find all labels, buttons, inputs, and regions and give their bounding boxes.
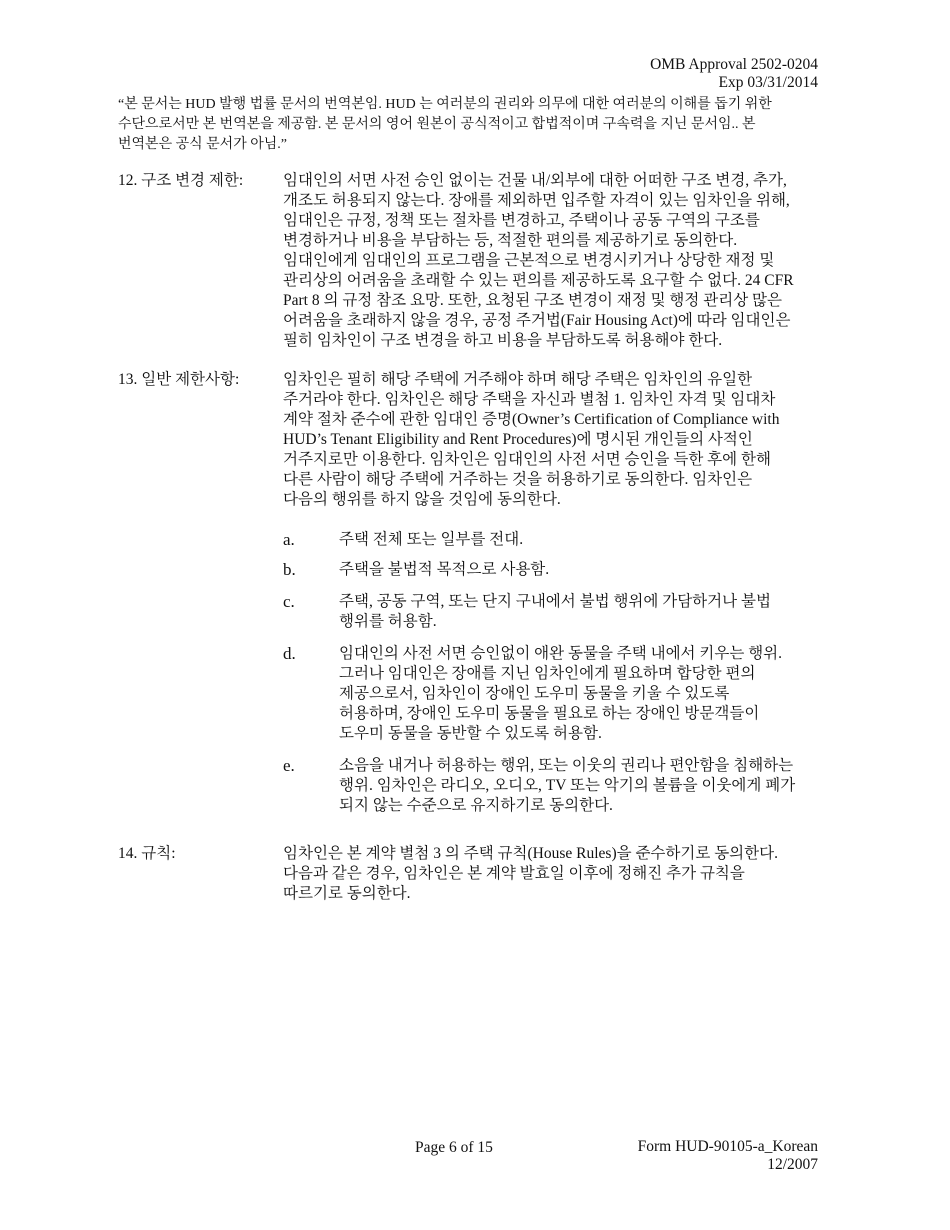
item-line: 되지 않는 수준으로 유지하기로 동의한다. — [339, 797, 613, 814]
item-line: 허용하며, 장애인 도우미 동물을 필요로 하는 장애인 방문객들이 — [339, 705, 760, 722]
page-number: Page 6 of 15 — [415, 1139, 493, 1156]
item-text — [339, 530, 839, 550]
item-line: 행위. 임차인은 라디오, 오디오, TV 또는 악기의 볼륨을 이웃에게 폐가 — [339, 777, 796, 794]
section-13-line: 임차인은 필히 해당 주택에 거주해야 하며 해당 주택은 임차인의 유일한 — [283, 371, 753, 388]
item-line: 행위를 허용함. — [339, 613, 437, 630]
section-13-body — [283, 370, 843, 510]
section-12-line: 관리상의 어려움을 초래할 수 있는 편의를 제공하도록 요구할 수 없다. 24 CFR — [283, 272, 794, 289]
form-number: Form HUD-90105-a_Korean — [637, 1138, 818, 1155]
section-13-line: 계약 절차 준수에 관한 임대인 증명(Owner’s Certification of Compliance with — [283, 411, 780, 428]
section-12-line: 어려움을 초래하지 않을 경우, 공정 주거법(Fair Housing Act)에 따라 임대인은 — [283, 312, 791, 329]
omb-approval-number: OMB Approval 2502-0204 — [650, 56, 818, 73]
section-12-line: 임대인의 서면 사전 승인 없이는 건물 내/외부에 대한 어떠한 구조 변경, 추가, — [283, 172, 787, 189]
item-letter: b. — [283, 560, 296, 579]
item-letter: e. — [283, 756, 295, 775]
item-text — [339, 560, 839, 580]
section-13-line: 다음의 행위를 하지 않을 것임에 동의한다. — [283, 491, 561, 508]
section-13-line: 주거라야 한다. 임차인은 해당 주택을 자신과 별첨 1. 임차인 자격 및 임대차 — [283, 391, 776, 408]
section-12-body — [283, 171, 843, 351]
section-13-line: 거주지로만 이용한다. 임차인은 임대인의 사전 서면 승인을 득한 후에 한해 — [283, 451, 771, 468]
item-text — [339, 592, 839, 632]
section-12-line: 임대인에게 임대인의 프로그램을 근본적으로 변경시키거나 상당한 재정 및 — [283, 252, 775, 269]
item-line: 임대인의 사전 서면 승인없이 애완 동물을 주택 내에서 키우는 행위. — [339, 645, 783, 662]
section-12-line: 임대인은 규정, 정책 또는 절차를 변경하고, 주택이나 공동 구역의 구조를 — [283, 212, 760, 229]
omb-approval-block — [650, 56, 818, 92]
section-12-line: Part 8 의 규정 참조 요망. 또한, 요청된 구조 변경이 재정 및 행정 관리상 많은 — [283, 292, 782, 309]
item-line: 주택, 공동 구역, 또는 단지 구내에서 불법 행위에 가담하거나 불법 — [339, 593, 771, 610]
section-14-body — [283, 844, 843, 904]
item-letter: d. — [283, 644, 296, 663]
section-12-line: 변경하거나 비용을 부담하는 등, 적절한 편의를 제공하기로 동의한다. — [283, 232, 738, 249]
notice-line: 번역본은 공식 문서가 아님.” — [118, 137, 287, 152]
item-line: 소음을 내거나 허용하는 행위, 또는 이웃의 권리나 편안함을 침해하는 — [339, 757, 794, 774]
section-14-label: 14. 규칙: — [118, 845, 176, 862]
omb-expiration: Exp 03/31/2014 — [718, 74, 818, 91]
item-line: 주택을 불법적 목적으로 사용함. — [339, 561, 550, 578]
notice-line: 수단으로서만 본 번역본을 제공함. 본 문서의 영어 원본이 공식적이고 합법적이며 구속력을 지닌 문서임.. 본 — [118, 117, 756, 132]
section-12-line: 개조도 허용되지 않는다. 장애를 제외하면 입주할 자격이 있는 임차인을 위해, — [283, 192, 790, 209]
form-date: 12/2007 — [767, 1156, 818, 1173]
section-13-line: HUD’s Tenant Eligibility and Rent Procedures)에 명시된 개인들의 사적인 — [283, 431, 753, 448]
translation-notice — [118, 95, 818, 155]
section-14-line: 다음과 같은 경우, 임차인은 본 계약 발효일 이후에 정해진 추가 규칙을 — [283, 865, 745, 882]
item-letter: c. — [283, 592, 295, 611]
notice-line: “본 문서는 HUD 발행 법률 문서의 번역본임. HUD 는 여러분의 권리와 의무에 대한 여러분의 이해를 돕기 위한 — [118, 97, 772, 112]
item-letter: a. — [283, 530, 295, 549]
item-line: 주택 전체 또는 일부를 전대. — [339, 531, 524, 548]
section-13-line: 다른 사람이 해당 주택에 거주하는 것을 허용하기로 동의한다. 임차인은 — [283, 471, 753, 488]
section-12-line: 필히 임차인이 구조 변경을 하고 비용을 부담하도록 허용해야 한다. — [283, 332, 723, 349]
section-14-line: 임차인은 본 계약 별첨 3 의 주택 규칙(House Rules)을 준수하기로 동의한다. — [283, 845, 778, 862]
item-text — [339, 756, 839, 816]
item-text — [339, 644, 839, 744]
section-12-label: 12. 구조 변경 제한: — [118, 172, 244, 189]
item-line: 도우미 동물을 동반할 수 있도록 허용함. — [339, 725, 602, 742]
section-14-line: 따르기로 동의한다. — [283, 885, 411, 902]
section-13-label: 13. 일반 제한사항: — [118, 371, 240, 388]
item-line: 제공으로서, 임차인이 장애인 도우미 동물을 키울 수 있도록 — [339, 685, 730, 702]
item-line: 그러나 임대인은 장애를 지닌 임차인에게 필요하며 합당한 편의 — [339, 665, 756, 682]
form-identifier — [638, 1138, 818, 1174]
